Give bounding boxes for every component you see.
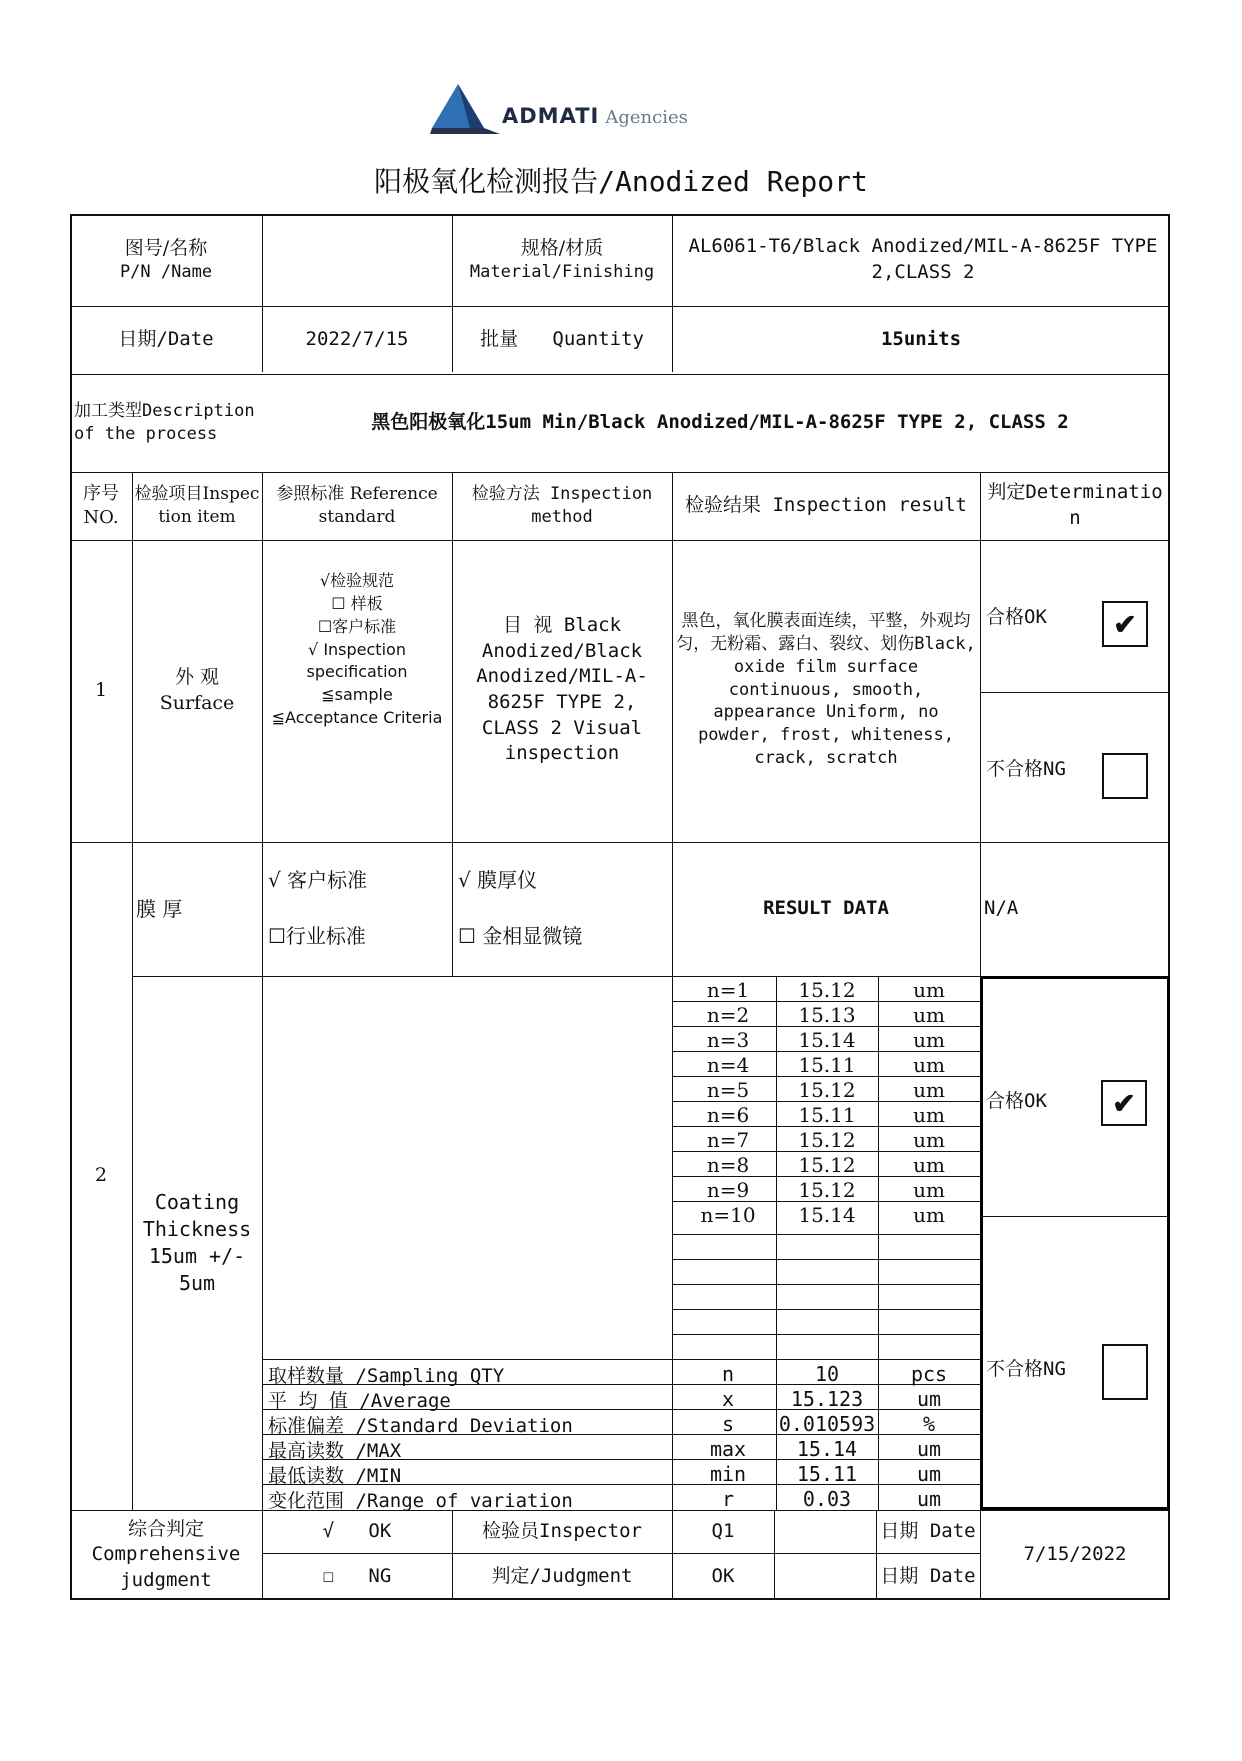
stat-label: 平 均 值 /Average <box>268 1390 451 1412</box>
footer-date-value: 7/15/2022 <box>1023 1543 1127 1566</box>
col-method: 检验方法 Inspection method <box>471 484 653 527</box>
row2-no: 2 <box>94 1164 108 1187</box>
judgment-value: OK <box>711 1564 735 1587</box>
row1-method: 目 视 Black Anodized/Black Anodized/MIL-A-8625F TYPE 2, CLASS 2 Visual inspection <box>476 614 648 765</box>
rule <box>774 1510 775 1600</box>
stat-value: 15.11 <box>796 1462 858 1486</box>
stat-unit: % <box>922 1412 936 1436</box>
judgment-ng-option[interactable]: ☐ NG <box>322 1564 392 1587</box>
stat-unit: um <box>916 1487 942 1511</box>
stat-row <box>680 1412 980 1437</box>
row2-item-a: 膜 厚 <box>136 896 183 921</box>
measurement-unit: um <box>913 1053 945 1077</box>
measurement-row <box>680 1053 980 1078</box>
row1-item: 外 观 Surface <box>159 666 235 714</box>
ref-line: ≦sample <box>321 685 393 705</box>
stat-value: 0.010593 <box>778 1412 876 1436</box>
row2-ref-industry: ☐行业标准 <box>268 923 366 948</box>
judgment-ok-option[interactable]: √ OK <box>322 1519 392 1542</box>
quantity-label: 批量 Quantity <box>480 328 644 351</box>
measurement-value: 15.12 <box>798 1078 856 1102</box>
stat-unit: um <box>916 1437 942 1461</box>
stat-row <box>680 1437 980 1462</box>
measurement-index: n=10 <box>700 1203 756 1227</box>
row1-ok-label: 合格OK <box>986 606 1047 629</box>
measurement-row <box>680 1203 980 1228</box>
row1-result: 黑色，氧化膜表面连续，平整，外观均匀，无粉霜、露白、裂纹、划伤Black, oxide film surface continuous, smooth, appearance Uniform, no powder, frost, whiteness, crack, scratch <box>676 610 976 769</box>
material-value: AL6061-T6/Black Anodized/MIL-A-8625F TYPE 2,CLASS 2 <box>688 235 1158 283</box>
grid-rule <box>672 1309 980 1310</box>
row2-item-b: Coating Thickness 15um +/- 5um <box>142 1190 252 1295</box>
measurement-unit: um <box>913 1078 945 1102</box>
col-determination: 判定Determination <box>987 481 1163 529</box>
measurement-index: n=6 <box>706 1103 750 1127</box>
report-title: 阳极氧化检测报告/Anodized Report <box>374 165 868 198</box>
row1-ng-label: 不合格NG <box>986 758 1066 781</box>
process-value: 黑色阳极氧化15um Min/Black Anodized/MIL-A-8625F TYPE 2, CLASS 2 <box>371 411 1069 434</box>
row1-ok-checkbox[interactable]: ✔ <box>1102 601 1148 647</box>
row2-result-header: RESULT DATA <box>763 897 889 920</box>
measurement-row <box>680 1128 980 1153</box>
measurement-index: n=5 <box>706 1078 750 1102</box>
measurement-unit: um <box>913 1153 945 1177</box>
col-item: 检验项目Inspection item <box>134 484 260 527</box>
grid-rule <box>672 1259 980 1260</box>
pn-label <box>70 214 262 306</box>
row1-ref <box>262 560 452 740</box>
rule <box>452 472 453 976</box>
stat-row <box>680 1387 980 1412</box>
measurement-value: 15.12 <box>798 1128 856 1152</box>
stat-label: 标准偏差 /Standard Deviation <box>268 1415 573 1437</box>
stat-value: 15.123 <box>790 1387 864 1411</box>
measurement-value: 15.13 <box>798 1003 856 1027</box>
stat-symbol: n <box>721 1362 735 1386</box>
logo-triangle-icon <box>430 84 500 134</box>
col-result: 检验结果 Inspection result <box>685 494 967 517</box>
row2-ok-checkbox[interactable]: ✔ <box>1101 1080 1147 1126</box>
row2-ref-customer: √ 客户标准 <box>268 867 368 892</box>
stat-symbol: s <box>721 1412 735 1436</box>
row2-determination-box <box>980 976 1170 1510</box>
ref-line: ☐客户标准 <box>317 616 397 636</box>
measurement-row <box>680 1028 980 1053</box>
pn-label-cn: 图号/名称 <box>124 236 208 259</box>
row2-method-gauge: √ 膜厚仪 <box>458 867 538 892</box>
measurement-unit: um <box>913 1128 945 1152</box>
logo-suffix: Agencies <box>605 107 688 128</box>
company-logo <box>430 84 730 134</box>
ref-line: ≦Acceptance Criteria <box>271 707 443 727</box>
measurement-index: n=3 <box>706 1028 750 1052</box>
measurement-unit: um <box>913 1178 945 1202</box>
stat-unit: um <box>916 1387 942 1411</box>
measurement-index: n=8 <box>706 1153 750 1177</box>
row2-ok-label: 合格OK <box>986 1090 1047 1113</box>
process-label: 加工类型Description of the process <box>74 401 255 444</box>
measurement-index: n=2 <box>706 1003 750 1027</box>
measurement-row <box>680 1103 980 1128</box>
measurement-unit: um <box>913 978 945 1002</box>
stat-label: 变化范围 /Range of variation <box>268 1490 573 1512</box>
stat-unit: pcs <box>910 1362 948 1386</box>
judgment-label: 判定/Judgment <box>491 1564 633 1587</box>
stat-label: 最高读数 /MAX <box>268 1440 402 1462</box>
stat-value: 10 <box>814 1362 840 1386</box>
grid-rule <box>672 1284 980 1285</box>
logo-brand: ADMATI <box>502 104 600 128</box>
rule <box>672 472 673 1600</box>
measurement-index: n=9 <box>706 1178 750 1202</box>
grid-rule <box>672 1334 980 1335</box>
measurement-row <box>680 978 980 1003</box>
measurement-index: n=7 <box>706 1128 750 1152</box>
pn-label-en: P/N /Name <box>119 262 213 283</box>
stat-label: 最低读数 /MIN <box>268 1465 402 1487</box>
inspector-label: 检验员Inspector <box>482 1519 642 1542</box>
col-ref: 参照标准 Reference standard <box>276 484 438 527</box>
measurement-row <box>680 1153 980 1178</box>
row2-determination-na: N/A <box>984 897 1019 920</box>
stat-symbol: x <box>721 1387 735 1411</box>
measurement-unit: um <box>913 1103 945 1127</box>
measurement-value: 15.11 <box>798 1103 856 1127</box>
quantity-value: 15units <box>880 328 962 351</box>
material-label <box>452 214 672 306</box>
grid-rule <box>262 1359 980 1360</box>
pn-value <box>262 214 452 306</box>
material-label-en: Material/Finishing <box>469 262 655 283</box>
stat-symbol: min <box>709 1462 747 1486</box>
date-label-inspector: 日期 Date <box>880 1519 976 1542</box>
comprehensive-judgment-label: 综合判定Comprehensive judgment <box>91 1517 241 1591</box>
measurement-row <box>680 1003 980 1028</box>
stat-row <box>680 1487 980 1512</box>
measurement-unit: um <box>913 1028 945 1052</box>
ref-line: √ Inspection <box>308 639 406 659</box>
measurement-value: 15.12 <box>798 1178 856 1202</box>
stat-value: 15.14 <box>796 1437 858 1461</box>
measurement-index: n=1 <box>706 978 750 1002</box>
stat-unit: um <box>916 1462 942 1486</box>
inspector-value: Q1 <box>711 1519 735 1542</box>
ref-line: √检验规范 <box>319 571 395 591</box>
measurement-index: n=4 <box>706 1053 750 1077</box>
row2-method-microscope: ☐ 金相显微镜 <box>458 923 583 948</box>
material-label-cn: 规格/材质 <box>520 236 604 259</box>
stat-label: 取样数量 /Sampling QTY <box>268 1365 505 1387</box>
grid-rule <box>672 1234 980 1235</box>
measurement-value: 15.14 <box>798 1203 856 1227</box>
date-value: 2022/7/15 <box>305 328 409 351</box>
date-label: 日期/Date <box>118 328 214 351</box>
ref-line: specification <box>306 662 408 682</box>
stat-row <box>680 1462 980 1487</box>
stat-symbol: r <box>721 1487 735 1511</box>
measurement-row <box>680 1178 980 1203</box>
measurement-value: 15.12 <box>798 1153 856 1177</box>
row1-no: 1 <box>94 679 108 702</box>
measurement-unit: um <box>913 1203 945 1227</box>
stat-symbol: max <box>709 1437 747 1461</box>
stat-value: 0.03 <box>802 1487 852 1511</box>
ref-line: ☐ 样板 <box>331 594 383 614</box>
row1-ng-checkbox[interactable] <box>1102 753 1148 799</box>
stat-row <box>680 1362 980 1387</box>
measurement-value: 15.14 <box>798 1028 856 1052</box>
col-no: 序号 NO. <box>83 482 119 528</box>
measurement-value: 15.12 <box>798 978 856 1002</box>
row2-ng-checkbox[interactable] <box>1102 1344 1148 1400</box>
row2-ng-label: 不合格NG <box>986 1358 1066 1381</box>
rule <box>980 692 1170 693</box>
measurement-row <box>680 1078 980 1103</box>
measurement-value: 15.11 <box>798 1053 856 1077</box>
date-label-judgment: 日期 Date <box>880 1564 976 1587</box>
measurement-unit: um <box>913 1003 945 1027</box>
rule <box>980 1216 1170 1217</box>
